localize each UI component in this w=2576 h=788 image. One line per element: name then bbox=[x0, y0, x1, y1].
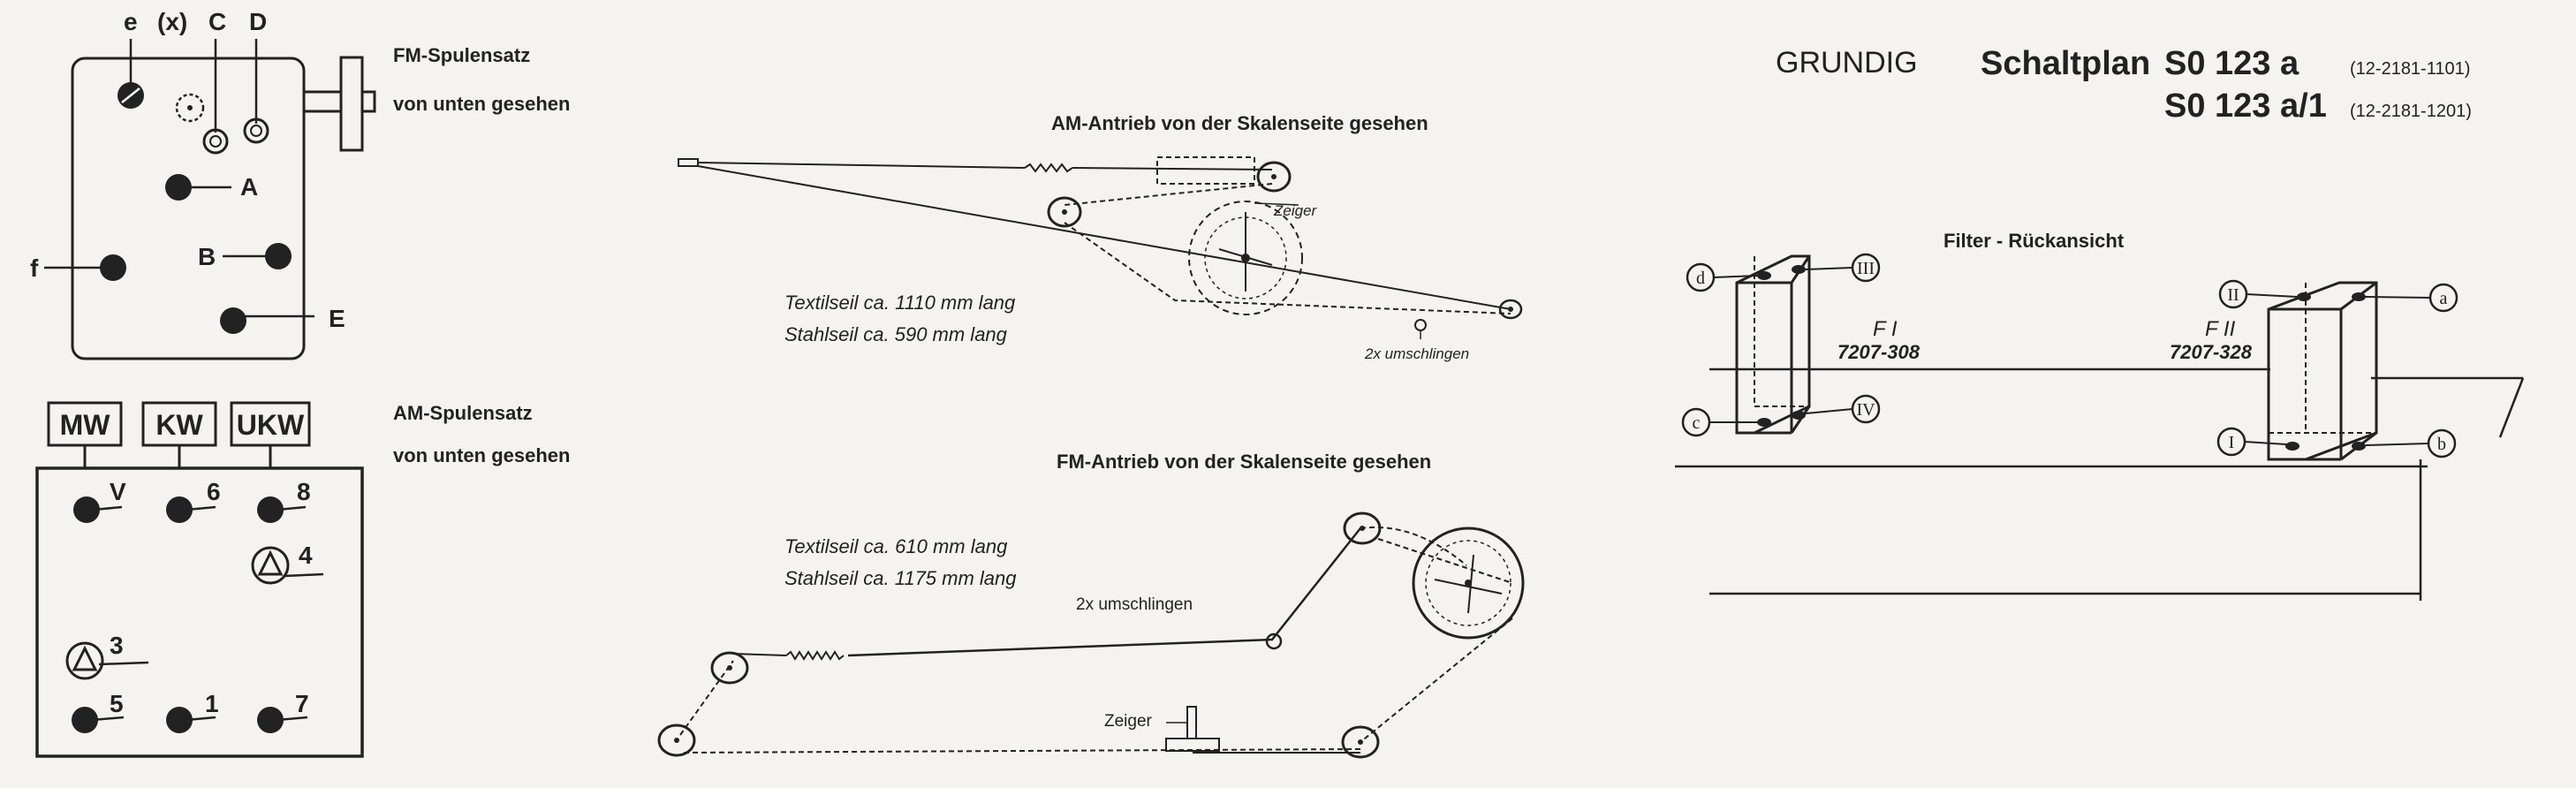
filter-title: Filter - Rückansicht bbox=[1943, 230, 2125, 252]
fm-coil-subtitle: von unten gesehen bbox=[393, 93, 571, 115]
pin-b-label: B bbox=[198, 243, 216, 270]
pin-1-label: 1 bbox=[205, 690, 219, 717]
filter-back-view bbox=[1675, 230, 2523, 601]
pin-5-label: 5 bbox=[110, 690, 124, 717]
pin-3-label: 3 bbox=[110, 632, 124, 659]
terminal-c bbox=[204, 130, 227, 153]
terminal-e-lower bbox=[220, 307, 246, 334]
band-ukw-label: UKW bbox=[236, 409, 305, 441]
header bbox=[1776, 45, 2472, 125]
fm-coil-knob bbox=[341, 57, 362, 150]
pin-x-label: (x) bbox=[157, 8, 188, 35]
pin-e-lower-label: E bbox=[329, 305, 345, 332]
filter-f1-terminal-iii-label: III bbox=[1857, 259, 1875, 278]
filter-f2-terminal-ii-label: II bbox=[2227, 285, 2239, 305]
fm-coil-set bbox=[30, 8, 570, 359]
brand-label: GRUNDIG bbox=[1776, 46, 1918, 80]
filter-f1-code: 7207-308 bbox=[1837, 341, 1920, 363]
model-a-label: S0 123 a bbox=[2164, 45, 2299, 82]
filter-f1-terminal-d-label: d bbox=[1696, 269, 1705, 288]
fm-pointer bbox=[1187, 707, 1196, 739]
am-wrap-marker bbox=[1415, 320, 1426, 330]
am-drive bbox=[678, 112, 1521, 362]
filter-f2-name: F II bbox=[2205, 317, 2236, 341]
filter-f2-terminal-b-label: b bbox=[2437, 435, 2446, 454]
pin-8-label: 8 bbox=[297, 478, 311, 505]
am-spring bbox=[1025, 164, 1072, 171]
fm-coil-title: FM-Spulensatz bbox=[393, 44, 531, 66]
am-textile-length: Textilseil ca. 1110 mm lang bbox=[784, 292, 1016, 314]
am-drive-title: AM-Antrieb von der Skalenseite gesehen bbox=[1051, 112, 1428, 134]
model-a-code: (12-2181-1101) bbox=[2350, 59, 2471, 79]
fm-coil-shaft bbox=[304, 92, 341, 111]
pin-f-label: f bbox=[30, 254, 39, 282]
pin-d-label: D bbox=[249, 8, 268, 35]
band-kw-label: KW bbox=[155, 409, 203, 441]
pin-e-label: e bbox=[124, 8, 138, 35]
fm-textile-length: Textilseil ca. 610 mm lang bbox=[784, 535, 1008, 557]
fm-wrap-label: 2x umschlingen bbox=[1076, 595, 1193, 614]
am-coil-subtitle: von unten gesehen bbox=[393, 444, 571, 466]
filter-f1-terminal-iv-label: IV bbox=[1856, 400, 1875, 420]
model-a1-code: (12-2181-1201) bbox=[2350, 102, 2472, 121]
filter-f2-terminal-i-label: I bbox=[2228, 433, 2235, 452]
am-steel-length: Stahlseil ca. 590 mm lang bbox=[784, 323, 1007, 345]
filter-f2-terminal-a-label: a bbox=[2439, 289, 2448, 308]
band-mw-label: MW bbox=[59, 409, 110, 441]
title-label: Schaltplan bbox=[1981, 45, 2151, 82]
pin-v-label: V bbox=[110, 478, 126, 505]
am-pointer-carrier bbox=[1157, 157, 1254, 184]
fm-drive-title: FM-Antrieb von der Skalenseite gesehen bbox=[1057, 451, 1432, 473]
fm-steel-length: Stahlseil ca. 1175 mm lang bbox=[784, 567, 1017, 589]
pin-c-label: C bbox=[208, 8, 227, 35]
am-wrap-label: 2x umschlingen bbox=[1365, 345, 1470, 362]
am-coil-set bbox=[37, 402, 570, 756]
model-a1-label: S0 123 a/1 bbox=[2164, 87, 2327, 125]
fm-pointer-base bbox=[1166, 739, 1219, 751]
am-coil-title: AM-Spulensatz bbox=[393, 402, 533, 424]
pin-6-label: 6 bbox=[207, 478, 221, 505]
fm-drive bbox=[659, 451, 1523, 757]
am-cable-anchor bbox=[678, 159, 698, 166]
filter-f1-name: F I bbox=[1873, 317, 1898, 341]
fm-spring bbox=[786, 652, 844, 659]
filter-f1-terminal-c-label: c bbox=[1692, 413, 1701, 433]
am-pointer-label: Zeiger bbox=[1274, 202, 1317, 219]
fm-pointer-label: Zeiger bbox=[1104, 712, 1152, 731]
pin-7-label: 7 bbox=[295, 690, 309, 717]
pin-4-label: 4 bbox=[299, 542, 313, 569]
pin-a-label: A bbox=[240, 173, 259, 201]
fm-coil-body bbox=[72, 58, 304, 359]
filter-f2-code: 7207-328 bbox=[2170, 341, 2252, 363]
